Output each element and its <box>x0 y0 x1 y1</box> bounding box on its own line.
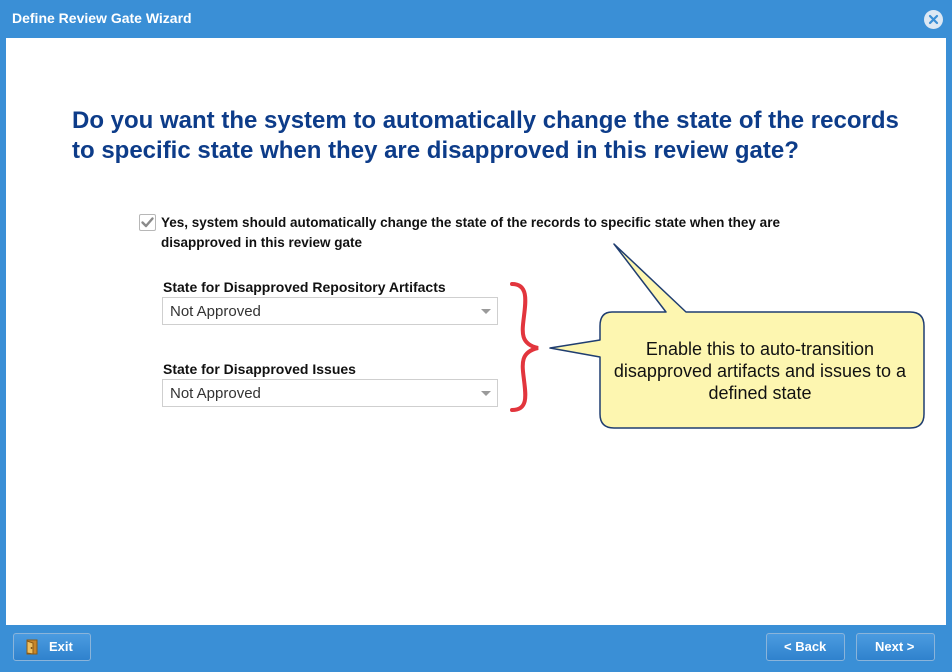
back-label: < Back <box>784 639 827 654</box>
curly-brace <box>512 284 538 410</box>
issues-state-value: Not Approved <box>170 385 261 402</box>
window-title: Define Review Gate Wizard <box>12 10 192 26</box>
next-label: Next > <box>875 639 915 654</box>
artifacts-state-value: Not Approved <box>170 303 261 320</box>
footer-bar <box>0 625 952 672</box>
next-button[interactable] <box>856 633 935 661</box>
exit-label: Exit <box>49 639 73 654</box>
exit-door-icon <box>25 639 41 655</box>
auto-change-label: Yes, system should automatically change the state of the records to specific state when they are disapproved in this review gate <box>161 215 780 250</box>
artifacts-state-label: State for Disapproved Repository Artifacts <box>163 279 446 295</box>
page-heading: Do you want the system to automatically change the state of the records to specific state when they are disapproved in this review gate? <box>72 107 899 164</box>
callout-text: Enable this to auto-transition disapproved artifacts and issues to a defined state <box>613 339 907 403</box>
issues-state-label: State for Disapproved Issues <box>163 361 356 377</box>
back-button[interactable] <box>766 633 845 661</box>
exit-button[interactable] <box>13 633 91 661</box>
